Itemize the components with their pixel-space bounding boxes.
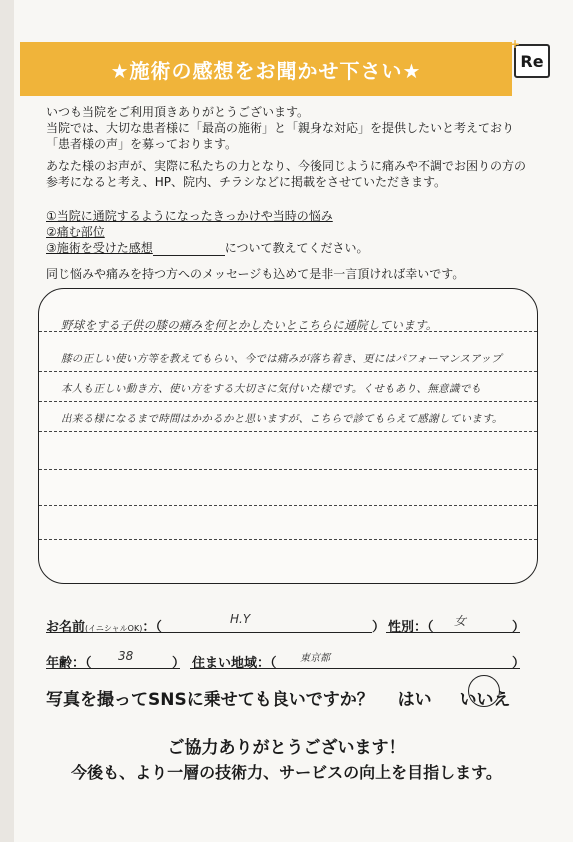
age-value[interactable]: 38 [118,649,134,663]
dashed-line [39,431,537,432]
question-2: ②痛む部位 [46,225,105,239]
intro-line: いつも当院をご利用頂きありがとうございます。 [46,105,310,119]
comment-line-4: 出来る様になるまで時間はかかるかと思いますが、こちらで診てもらえて感謝しています。 [61,413,503,425]
intro-paragraph-2 [46,158,526,190]
gender-close: ） [512,620,526,635]
name-note: (イニシャルOK) [85,624,143,633]
intro-line: 当院では、大切な患者様に「最高の施術」と「親身な対応」を提供したいと考えており [46,121,515,135]
name-close: ） [372,620,386,635]
gender-value[interactable]: 女 [454,614,467,628]
area-value[interactable]: 東京都 [300,653,330,664]
name-underline [46,632,372,633]
question-3 [46,240,369,256]
comment-line-3: 本人も正しい動き方、使い方をする大切さに気付いた様です。くせもあり、無意識でも [61,383,482,395]
comment-line-2: 膝の正しい使い方等を教えてもらい、今では痛みが落ち着き、更にはパフォーマンスアップ [61,353,502,365]
logo-text: Re [520,51,544,71]
question-list [46,208,369,256]
name-value[interactable]: H.Y [230,612,251,626]
selection-circle [468,675,500,707]
area-label: 住まい地域：（ [192,656,277,671]
dashed-line [39,401,537,402]
question-3-label: ③施術を受けた感想 [46,241,153,255]
gender-underline [386,632,520,633]
age-label: 年齢：（ [46,656,92,671]
area-close: ） [512,656,526,671]
age-underline [46,668,180,669]
sns-question: 写真を撮ってSNSに乗せても良いですか？ [46,690,374,710]
sns-yes-option[interactable]: はい [397,690,432,710]
thanks-line-2: 今後も、より一層の技術力、サービスの向上を目指します。 [71,763,502,782]
thanks-line-1: ご協力ありがとうございます！ [167,738,406,758]
intro-paragraph-1 [46,104,514,152]
question-1: ①当院に通院するようになったきっかけや当時の悩み [46,209,333,223]
age-close: ） [172,656,186,671]
intro-line: 「患者様の声」を募っております。 [46,137,238,151]
dashed-line [39,371,537,372]
intro-line: あなた様のお声が、実際に私たちの力となり、今後同じように痛みや不調でお困りの方の [46,159,527,173]
gender-label: 性別：（ [388,620,434,635]
question-3-blank [153,243,225,256]
name-colon: ：（ [142,620,162,635]
banner-title: ★施術の感想をお聞かせ下さい★ [20,42,512,96]
dashed-line [39,469,537,470]
logo-plus: + [510,37,521,51]
sns-no-option[interactable]: いいえ [459,690,511,710]
dashed-line [39,539,537,540]
sns-question-row [46,685,511,710]
comment-box [38,288,538,584]
intro-line: 参考になると考え、HP、院内、チラシなどに掲載をさせていただきます。 [46,175,447,189]
dashed-line [39,505,537,506]
comment-line-1: 野球をする子供の膝の痛みを何とかしたいとこちらに通院しています。 [61,318,438,332]
intro-closing: 同じ悩みや痛みを持つ方へのメッセージも込めて是非一言頂ければ幸いです。 [46,267,465,281]
area-underline [190,668,520,669]
name-label: お名前 [46,620,86,635]
re-logo [510,37,550,78]
question-3-suffix: について教えてください。 [224,241,369,255]
